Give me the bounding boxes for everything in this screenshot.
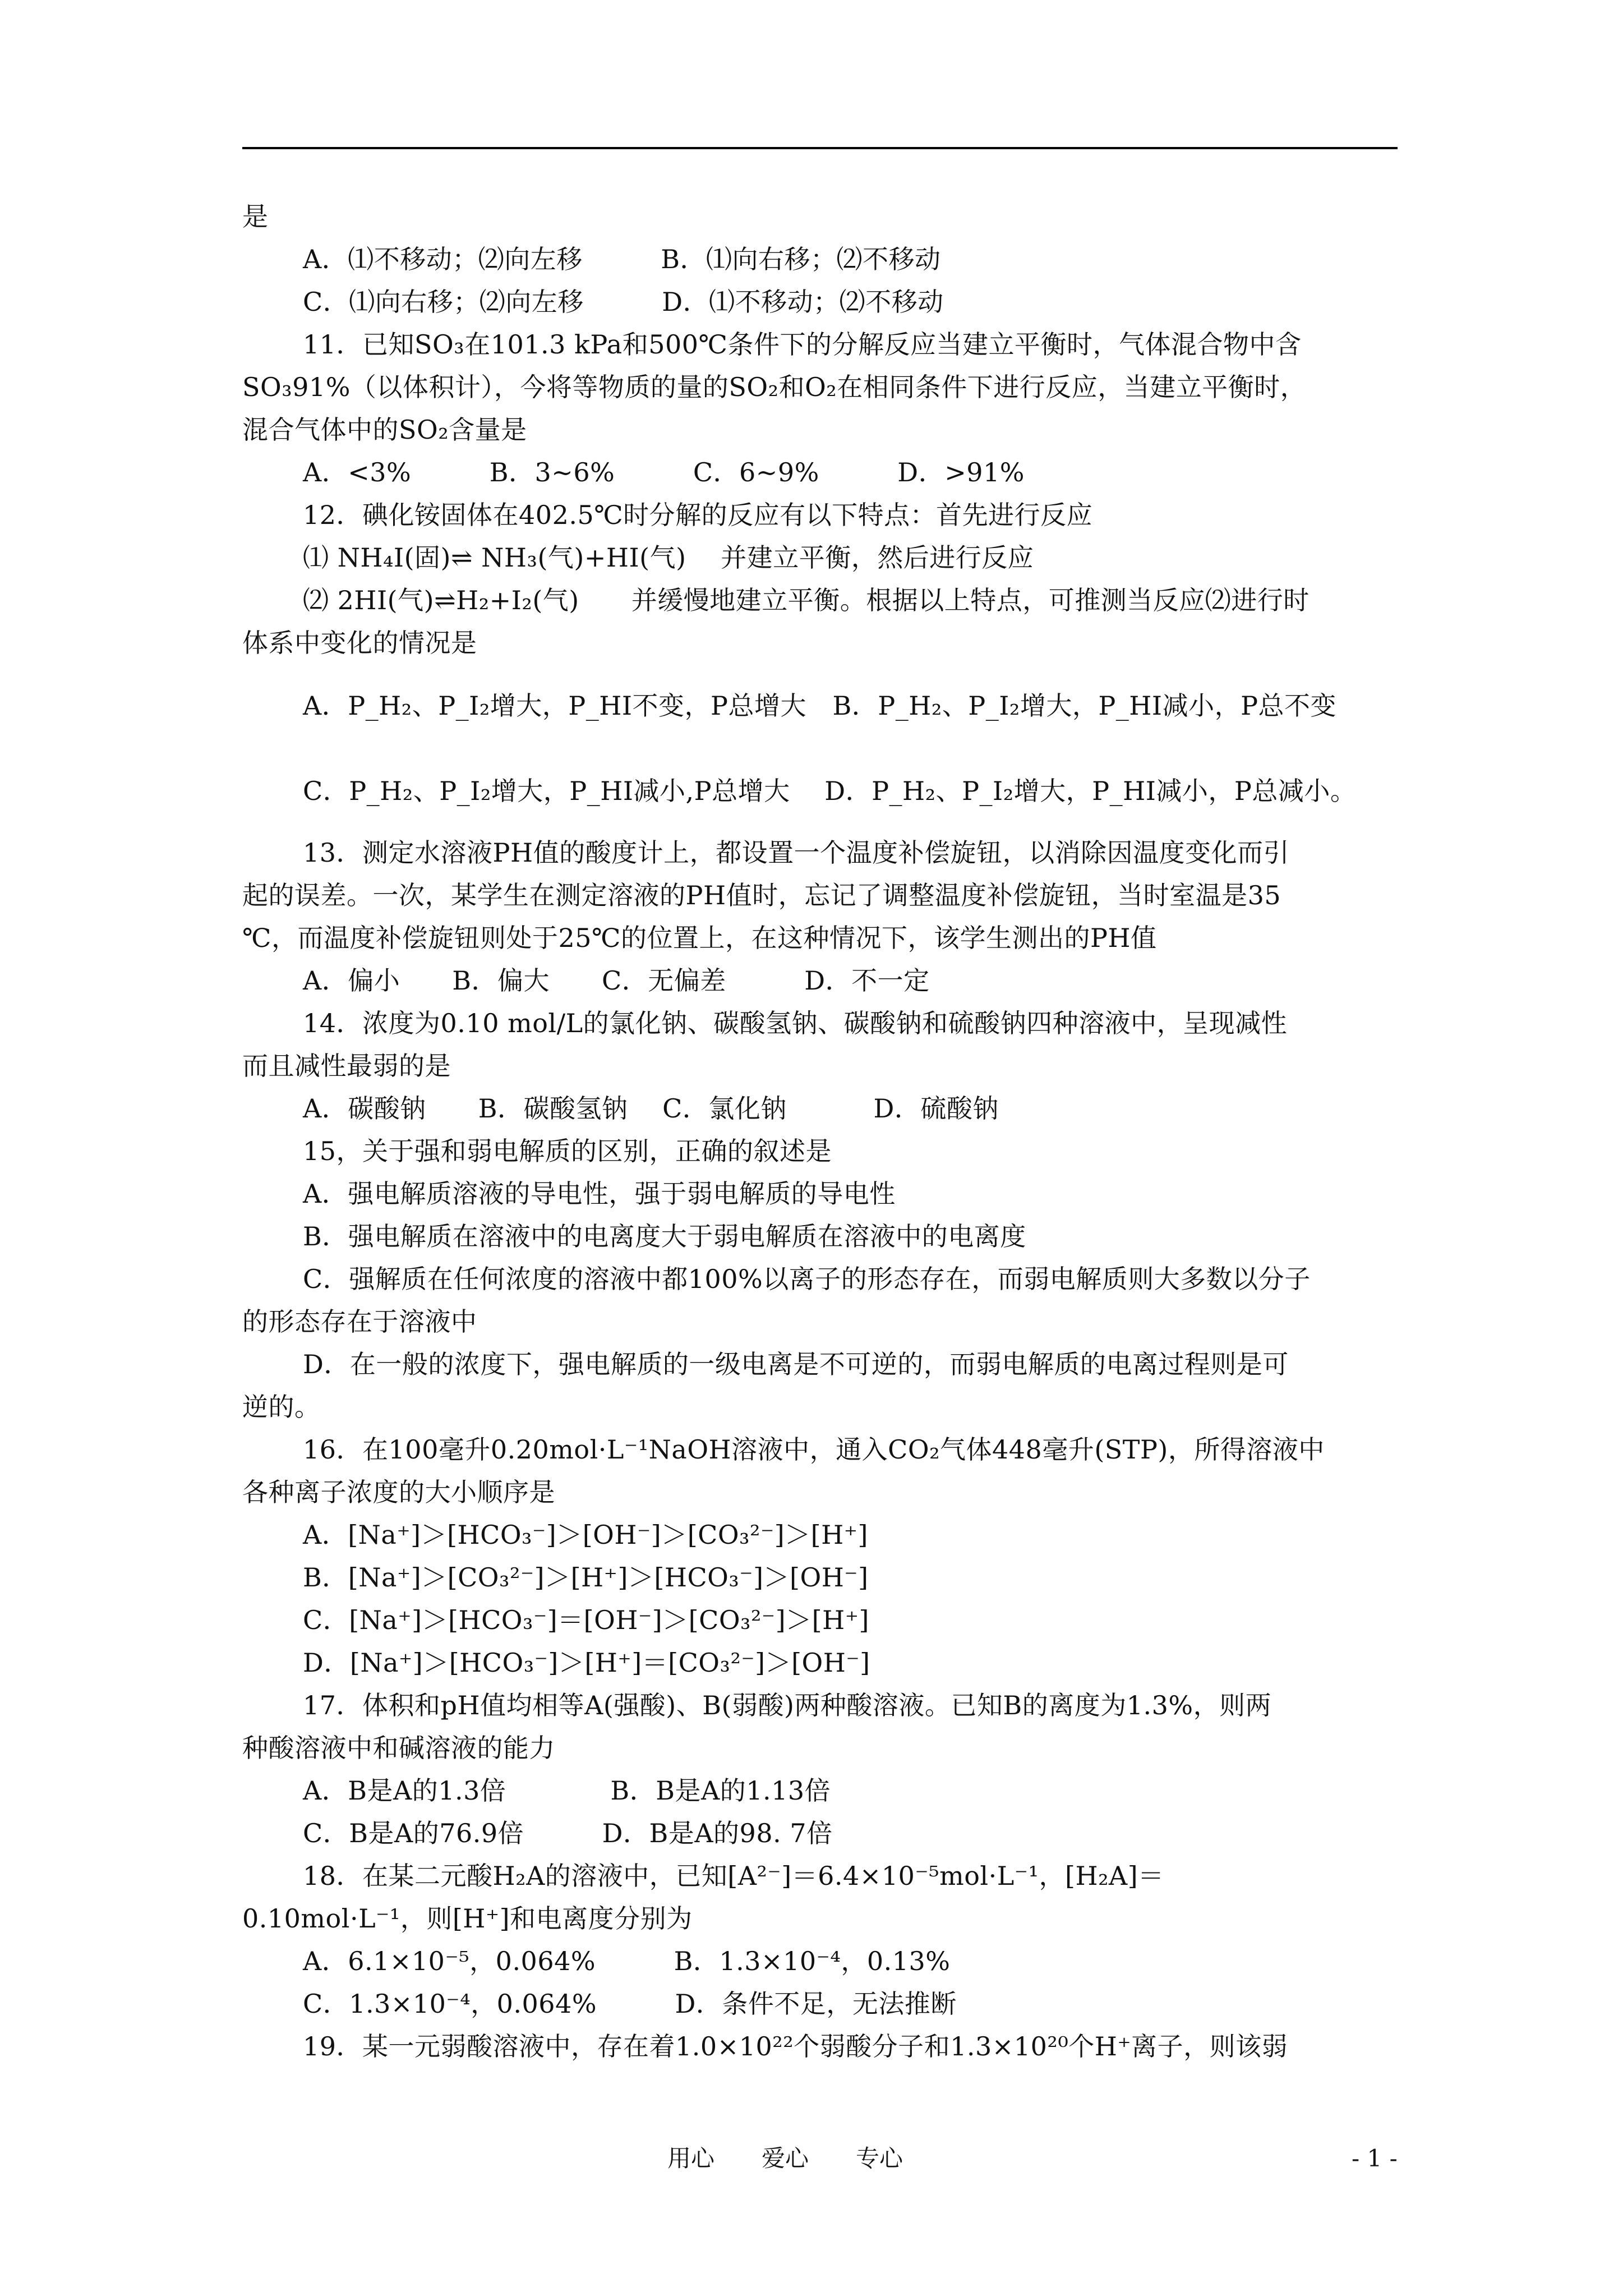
text-line: 而且减性最弱的是: [242, 1051, 451, 1081]
text-line: 是: [242, 201, 269, 232]
page-number: - 1 -: [1352, 2145, 1398, 2172]
option-line: A．P_H₂、P_I₂增大，P_HI不变，P总增大 B．P_H₂、P_I₂增大，P_HI减小，P总不变: [303, 691, 1337, 721]
text-line: 起的误差。一次，某学生在测定溶液的PH值时，忘记了调整温度补偿旋钮，当时室温是35: [242, 880, 1281, 910]
option-line: A．6.1×10⁻⁵，0.064% B．1.3×10⁻⁴，0.13%: [303, 1946, 951, 1976]
question-13: 13．测定水溶液PH值的酸度计上，都设置一个温度补偿旋钮，以消除因温度变化而引: [303, 838, 1290, 868]
text-line: ℃，而温度补偿旋钮则处于25℃的位置上，在这种情况下，该学生测出的PH值: [242, 923, 1157, 953]
text-line: 各种离子浓度的大小顺序是: [242, 1477, 555, 1507]
text-line: 体系中变化的情况是: [242, 628, 477, 658]
text-line: SO₃91%（以体积计），今将等物质的量的SO₂和O₂在相同条件下进行反应，当建立平衡时，: [242, 372, 1307, 402]
option-line: C．[Na⁺]＞[HCO₃⁻]＝[OH⁻]＞[CO₃²⁻]＞[H⁺]: [303, 1605, 869, 1635]
question-16: 16．在100毫升0.20mol·L⁻¹NaOH溶液中，通入CO₂气体448毫升(STP)，所得溶液中: [303, 1434, 1325, 1465]
option-line: A．B是A的1.3倍 B．B是A的1.13倍: [303, 1775, 831, 1806]
option-line: C．B是A的76.9倍 D．B是A的98. 7倍: [303, 1818, 833, 1848]
option-line: C．P_H₂、P_I₂增大，P_HI减小,P总增大 D．P_H₂、P_I₂增大，P_HI减小，P总减小。: [303, 776, 1357, 806]
text-line: 混合气体中的SO₂含量是: [242, 415, 527, 445]
question-11: 11．已知SO₃在101.3 kPa和500℃条件下的分解反应当建立平衡时，气体混合物中含: [303, 329, 1302, 360]
footer-motto: 用心 爱心 专心: [667, 2145, 903, 2172]
question-18: 18．在某二元酸H₂A的溶液中，已知[A²⁻]＝6.4×10⁻⁵mol·L⁻¹，[H₂A]＝: [303, 1861, 1164, 1891]
option-line: A．⑴不移动；⑵向左移 B．⑴向右移；⑵不移动: [303, 244, 941, 274]
option-line: C．⑴向右移；⑵向左移 D．⑴不移动；⑵不移动: [303, 287, 944, 317]
text-line: ⑵ 2HI(气)⇌H₂+I₂(气) 并缓慢地建立平衡。根据以上特点，可推测当反应⑵进行时: [303, 585, 1310, 615]
option-line: A．<3% B．3~6% C．6~9% D．>91%: [303, 457, 1025, 487]
question-12: 12．碘化铵固体在402.5℃时分解的反应有以下特点：首先进行反应: [303, 500, 1093, 530]
question-14: 14．浓度为0.10 mol/L的氯化钠、碳酸氢钠、碳酸钠和硫酸钠四种溶液中，呈现减性: [303, 1008, 1288, 1038]
question-19: 19．某一元弱酸溶液中，存在着1.0×10²²个弱酸分子和1.3×10²⁰个H⁺离子，则该弱: [303, 2031, 1288, 2062]
question-17: 17．体积和pH值均相等A(强酸)、B(弱酸)两种酸溶液。已知B的离度为1.3%，则两: [303, 1690, 1272, 1720]
option-line: C．强解质在任何浓度的溶液中都100%以离子的形态存在，而弱电解质则大多数以分子: [303, 1264, 1311, 1294]
option-line: A．碳酸钠 B．碳酸氢钠 C．氯化钠 D．硫酸钠: [303, 1093, 999, 1124]
option-line: D．在一般的浓度下，强电解质的一级电离是不可逆的，而弱电解质的电离过程则是可: [303, 1349, 1289, 1379]
option-line: B．[Na⁺]＞[CO₃²⁻]＞[H⁺]＞[HCO₃⁻]＞[OH⁻]: [303, 1562, 869, 1593]
question-15: 15，关于强和弱电解质的区别，正确的叙述是: [303, 1136, 832, 1166]
text-line: 逆的。: [242, 1392, 321, 1422]
option-line: D．[Na⁺]＞[HCO₃⁻]＞[H⁺]＝[CO₃²⁻]＞[OH⁻]: [303, 1648, 870, 1678]
text-line: 种酸溶液中和碱溶液的能力: [242, 1733, 555, 1763]
option-line: A．偏小 B．偏大 C．无偏差 D．不一定: [303, 965, 930, 996]
option-line: A．[Na⁺]＞[HCO₃⁻]＞[OH⁻]＞[CO₃²⁻]＞[H⁺]: [303, 1520, 868, 1550]
text-line: 的形态存在于溶液中: [242, 1306, 477, 1337]
text-line: 0.10mol·L⁻¹，则[H⁺]和电离度分别为: [242, 1903, 693, 1934]
option-line: C．1.3×10⁻⁴，0.064% D．条件不足，无法推断: [303, 1989, 957, 2019]
text-line: ⑴ NH₄I(固)⇌ NH₃(气)+HI(气) 并建立平衡，然后进行反应: [303, 542, 1034, 573]
option-line: A．强电解质溶液的导电性，强于弱电解质的导电性: [303, 1179, 896, 1209]
header-rule: [242, 147, 1398, 149]
option-line: B．强电解质在溶液中的电离度大于弱电解质在溶液中的电离度: [303, 1221, 1026, 1251]
